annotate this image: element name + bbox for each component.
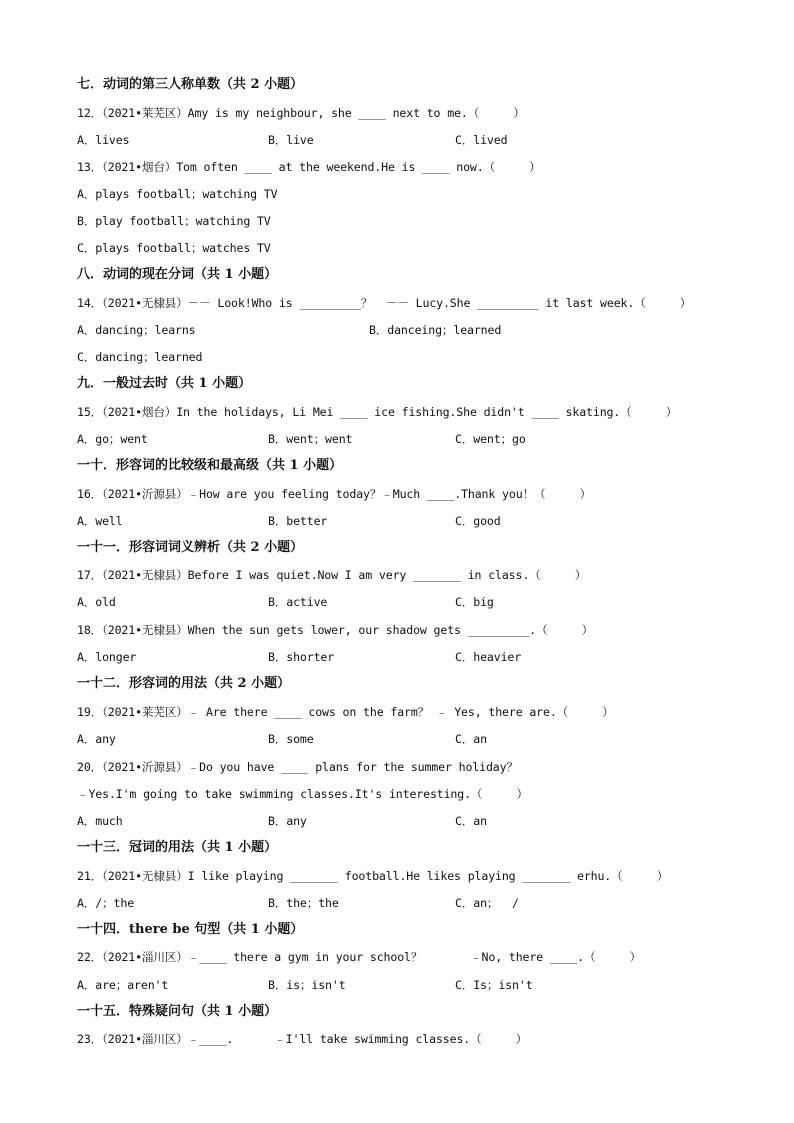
question-text: 18．（2021•无棣县）When the sun gets lower, our shadow gets _________.（ ）	[77, 623, 594, 637]
option-b[interactable]: B．danceing；learned	[369, 323, 502, 337]
option-row	[77, 893, 519, 913]
option-b[interactable]: B．any	[268, 814, 307, 828]
question-text-continued: ﹣Yes.I'm going to take swimming classes.It's interesting.（ ）	[77, 787, 528, 801]
option-b[interactable]: B．play football；watching TV	[77, 214, 271, 228]
option-a[interactable]: A．/；the	[77, 896, 135, 910]
option-a[interactable]: A．old	[77, 595, 116, 609]
option-a[interactable]: A．are；aren't	[77, 978, 169, 992]
option-b[interactable]: B．live	[268, 133, 314, 147]
option-c[interactable]: C．big	[455, 595, 494, 609]
section-heading: 一十三．冠词的用法（共 1 小题）	[77, 840, 278, 855]
option-row	[77, 647, 522, 667]
option-a[interactable]: A．dancing；learns	[77, 323, 196, 337]
option-row	[77, 592, 494, 612]
option-b[interactable]: B．went；went	[268, 432, 353, 446]
question-text: 17．（2021•无棣县）Before I was quiet.Now I am very _______ in class.（ ）	[77, 568, 587, 582]
section-heading: 九．一般过去时（共 1 小题）	[77, 376, 252, 391]
option-row	[77, 511, 501, 531]
option-a[interactable]: A．go；went	[77, 432, 148, 446]
option-a[interactable]: A．any	[77, 732, 116, 746]
option-c[interactable]: C．went；go	[455, 432, 526, 446]
option-b[interactable]: B．shorter	[268, 650, 335, 664]
question-text: 22．（2021•淄川区）﹣____ there a gym in your school？ ﹣No, there ____.（ ）	[77, 950, 642, 964]
option-a[interactable]: A．lives	[77, 133, 130, 147]
option-row	[77, 729, 487, 749]
option-b[interactable]: B．is；isn't	[268, 978, 346, 992]
question-text: 13．（2021•烟台）Tom often ____ at the weekend.He is ____ now.（ ）	[77, 160, 541, 174]
option-c[interactable]: C．plays football；watches TV	[77, 241, 271, 255]
option-a[interactable]: A．well	[77, 514, 123, 528]
option-b[interactable]: B．some	[268, 732, 314, 746]
section-heading: 一十一．形容词词义辨析（共 2 小题）	[77, 540, 304, 555]
question-text: 12．（2021•莱芜区）Amy is my neighbour, she ____ next to me.（ ）	[77, 106, 525, 120]
option-a[interactable]: A．longer	[77, 650, 137, 664]
option-row	[77, 975, 533, 995]
option-c[interactable]: C．an	[455, 814, 487, 828]
option-b[interactable]: B．the；the	[268, 896, 339, 910]
section-heading: 八．动词的现在分词（共 1 小题）	[77, 267, 278, 282]
section-heading: 一十四．there be 句型（共 1 小题）	[77, 922, 304, 937]
question-text: 20．（2021•沂源县）﹣Do you have ____ plans for the summer holiday？	[77, 760, 518, 774]
option-a[interactable]: A．much	[77, 814, 123, 828]
question-text: 23．（2021•淄川区）﹣____. ﹣I'll take swimming classes.（ ）	[77, 1032, 528, 1046]
option-c[interactable]: C．dancing；learned	[77, 350, 203, 364]
question-text: 15．（2021•烟台）In the holidays, Li Mei ____ ice fishing.She didn't ____ skating.（ ）	[77, 405, 678, 419]
option-row	[77, 130, 508, 150]
section-heading: 一十五．特殊疑问句（共 1 小题）	[77, 1004, 278, 1019]
option-row	[77, 429, 526, 449]
section-heading: 一十．形容词的比较级和最高级（共 1 小题）	[77, 458, 343, 473]
question-text: 19．（2021•莱芜区）﹣ Are there ____ cows on the farm？ ﹣ Yes, there are.（ ）	[77, 705, 614, 719]
question-text: 21．（2021•无棣县）I like playing _______ football.He likes playing _______ erhu.（ ）	[77, 869, 669, 883]
section-heading: 七．动词的第三人称单数（共 2 小题）	[77, 77, 304, 92]
section-heading: 一十二．形容词的用法（共 2 小题）	[77, 676, 291, 691]
option-c[interactable]: C．lived	[455, 133, 508, 147]
option-c[interactable]: C．an	[455, 732, 487, 746]
option-c[interactable]: C．good	[455, 514, 501, 528]
option-b[interactable]: B．better	[268, 514, 328, 528]
option-row	[77, 811, 487, 831]
question-text: 16．（2021•沂源县）﹣How are you feeling today？﹣Much ____.Thank you！（ ）	[77, 487, 592, 501]
option-a[interactable]: A．plays football；watching TV	[77, 187, 278, 201]
option-c[interactable]: C．Is；isn't	[455, 978, 533, 992]
option-c[interactable]: C．an； /	[455, 896, 519, 910]
option-b[interactable]: B．active	[268, 595, 328, 609]
option-c[interactable]: C．heavier	[455, 650, 522, 664]
question-text: 14．（2021•无棣县）－－ Look!Who is _________？ －－ Lucy.She _________ it last week.（ ）	[77, 296, 692, 310]
option-row	[77, 320, 502, 340]
